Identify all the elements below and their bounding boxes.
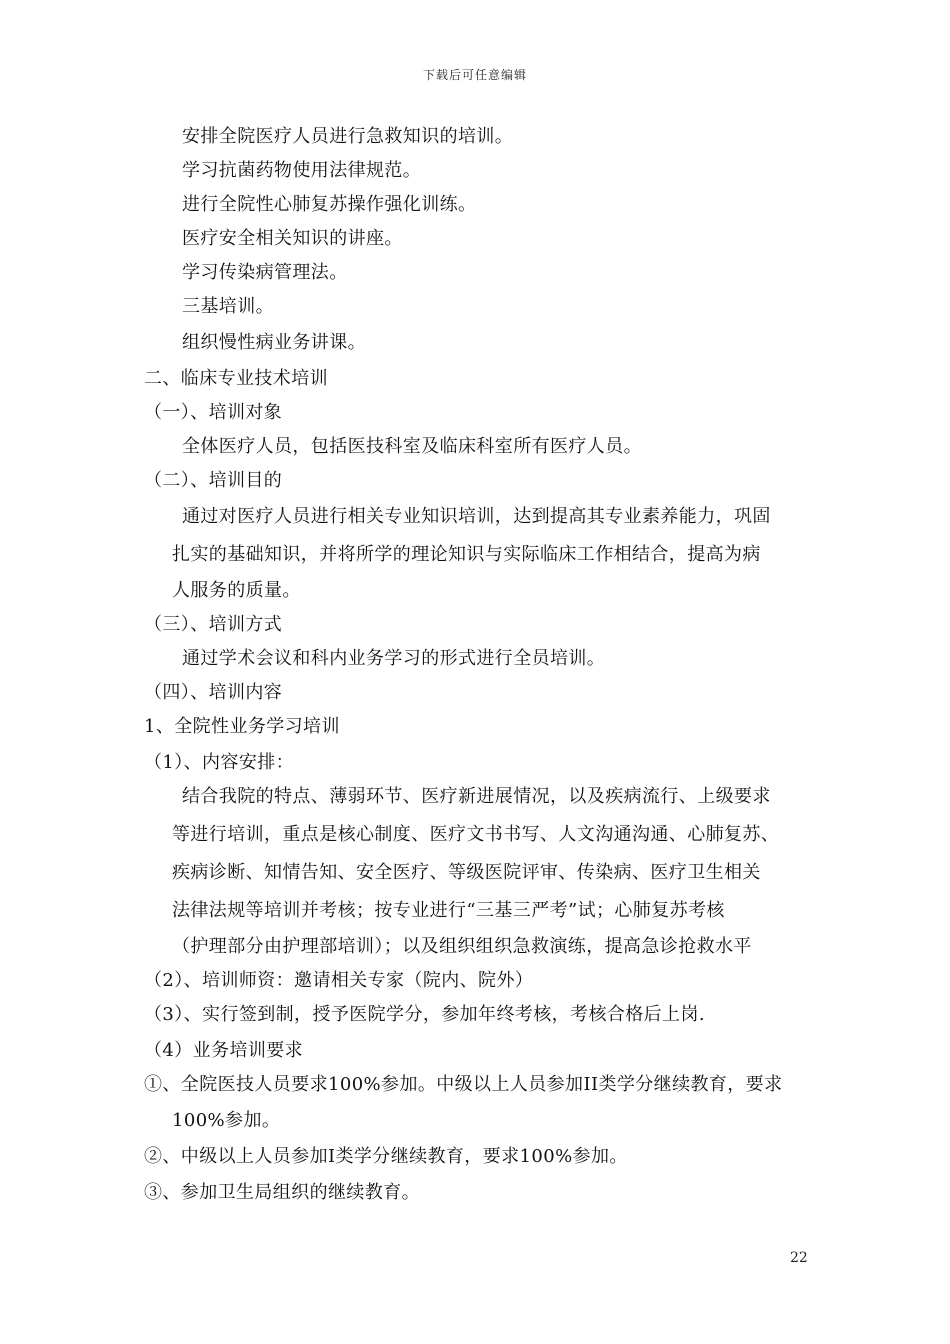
text-line: 全体医疗人员，包括医技科室及临床科室所有医疗人员。	[182, 436, 642, 457]
list-item: ③、参加卫生局组织的继续教育。	[144, 1182, 420, 1203]
section-heading: 二、临床专业技术培训	[144, 368, 328, 389]
text-line: 疾病诊断、知情告知、安全医疗、等级医院评审、传染病、医疗卫生相关	[172, 862, 761, 883]
text-line: 组织慢性病业务讲课。	[182, 332, 366, 353]
text-line: 法律法规等培训并考核；按专业进行“三基三严考”试；心肺复苏考核	[172, 900, 725, 921]
text-line: 三基培训。	[182, 296, 274, 317]
subsection-heading: （三）、培训方式	[144, 614, 283, 635]
text-line: 安排全院医疗人员进行急救知识的培训。	[182, 126, 514, 147]
item-heading: （1）、内容安排：	[144, 752, 295, 773]
text-line: 通过学术会议和科内业务学习的形式进行全员培训。	[182, 648, 606, 669]
item-heading: （4）业务培训要求	[144, 1040, 304, 1061]
text-line: 100%参加。	[172, 1110, 281, 1131]
subsection-heading: （二）、培训目的	[144, 470, 283, 491]
item-heading: （3）、实行签到制，授予医院学分，参加年终考核，考核合格后上岗.	[144, 1004, 705, 1025]
text-line: 结合我院的特点、薄弱环节、医疗新进展情况，以及疾病流行、上级要求	[182, 786, 771, 807]
list-item: ②、中级以上人员参加Ⅰ类学分继续教育，要求100%参加。	[144, 1146, 628, 1167]
text-line: 医疗安全相关知识的讲座。	[182, 228, 403, 249]
text-line: 学习传染病管理法。	[182, 262, 348, 283]
item-heading: 1、全院性业务学习培训	[144, 716, 340, 737]
text-line: 进行全院性心肺复苏操作强化训练。	[182, 194, 477, 215]
subsection-heading: （一）、培训对象	[144, 402, 283, 423]
subsection-heading: （四）、培训内容	[144, 682, 283, 703]
text-line: 扎实的基础知识，并将所学的理论知识与实际临床工作相结合，提高为病	[172, 544, 761, 565]
list-item: ①、全院医技人员要求100%参加。中级以上人员参加II类学分继续教育，要求	[144, 1074, 783, 1095]
text-line: 学习抗菌药物使用法律规范。	[182, 160, 422, 181]
item-heading: （2）、培训师资：邀请相关专家（院内、院外）	[144, 970, 534, 991]
page-header: 下载后可任意编辑	[422, 68, 527, 82]
page-number: 22	[790, 1250, 808, 1266]
text-line: （护理部分由护理部培训）；以及组织组织急救演练，提高急诊抢救水平	[172, 936, 752, 957]
text-line: 等进行培训，重点是核心制度、医疗文书书写、人文沟通沟通、心肺复苏、	[172, 824, 780, 845]
text-line: 人服务的质量。	[172, 580, 301, 601]
text-line: 通过对医疗人员进行相关专业知识培训，达到提高其专业素养能力，巩固	[182, 506, 771, 527]
